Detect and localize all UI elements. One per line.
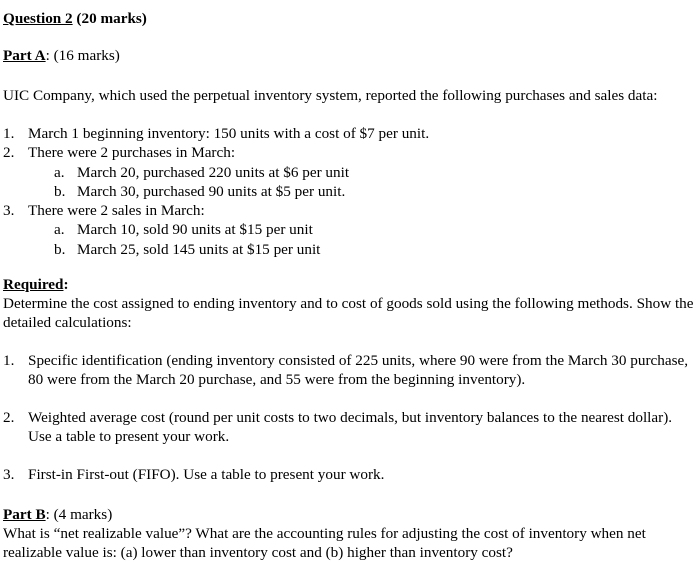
part-a-label: Part A	[3, 47, 46, 64]
part-a-marks: : (16 marks)	[45, 47, 120, 64]
item-text: There were 2 sales in March:	[28, 202, 205, 220]
required-item	[3, 408, 697, 446]
part-b-section	[3, 505, 697, 562]
question-marks: (20 marks)	[72, 10, 147, 27]
purchases-sales-list	[3, 124, 693, 259]
required-section	[3, 275, 697, 332]
required-item-number: 1.	[3, 352, 15, 369]
sub-item-text: March 10, sold 90 units at $15 per unit	[77, 221, 313, 239]
required-item-text: First-in First-out (FIFO). Use a table to present your work.	[28, 466, 385, 483]
required-text: Determine the cost assigned to ending inventory and to cost of goods sold using the following methods. Show the detailed calculations:	[3, 295, 694, 331]
sub-item-letter: b.	[54, 182, 66, 200]
part-b-text: What is “net realizable value”? What are the accounting rules for adjusting the cost of inventory when net realizable value is: (a) lower than inventory cost and (b) higher than inventory cost?	[3, 525, 646, 561]
sub-item-letter: a.	[54, 163, 65, 181]
sub-list-item	[3, 220, 693, 239]
list-item	[3, 124, 693, 143]
item-number: 2.	[3, 144, 15, 162]
item-number: 1.	[3, 125, 15, 142]
sub-item-text: March 25, sold 145 units at $15 per unit	[77, 240, 321, 258]
part-a-title	[3, 46, 120, 65]
list-item	[3, 201, 693, 220]
required-label: Required	[3, 276, 64, 293]
sub-list-item	[3, 240, 693, 259]
item-number: 3.	[3, 202, 15, 220]
part-a-intro: UIC Company, which used the perpetual inventory system, reported the following purchases and sales data:	[3, 87, 658, 104]
question-label: Question 2	[3, 10, 73, 27]
list-item	[3, 143, 693, 162]
sub-item-letter: b.	[54, 240, 66, 258]
part-b-marks: : (4 marks)	[45, 506, 113, 523]
required-item-number: 2.	[3, 409, 15, 426]
required-item	[3, 351, 697, 389]
required-item	[3, 465, 697, 484]
sub-list-item	[3, 163, 693, 182]
part-b-title	[3, 505, 697, 524]
required-colon: :	[63, 276, 69, 293]
required-item-text: Weighted average cost (round per unit costs to two decimals, but inventory balances to the nearest dollar). Use a table to present your work.	[28, 409, 673, 445]
sub-item-text: March 20, purchased 220 units at $6 per unit	[77, 163, 350, 181]
sub-item-text: March 30, purchased 90 units at $5 per unit.	[77, 182, 346, 200]
item-text: There were 2 purchases in March:	[28, 144, 236, 162]
sub-item-letter: a.	[54, 221, 65, 239]
required-list	[3, 351, 697, 503]
part-b-label: Part B	[3, 506, 46, 523]
sub-list-item	[3, 182, 693, 201]
item-text: March 1 beginning inventory: 150 units with a cost of $7 per unit.	[28, 125, 430, 142]
question-title	[3, 9, 147, 28]
required-item-text: Specific identification (ending inventory consisted of 225 units, where 90 were from the March 30 purchase, 80 were from the March 20 purchase, and 55 were from the beginning inventory).	[28, 352, 689, 388]
required-heading	[3, 275, 697, 294]
required-item-number: 3.	[3, 466, 15, 483]
